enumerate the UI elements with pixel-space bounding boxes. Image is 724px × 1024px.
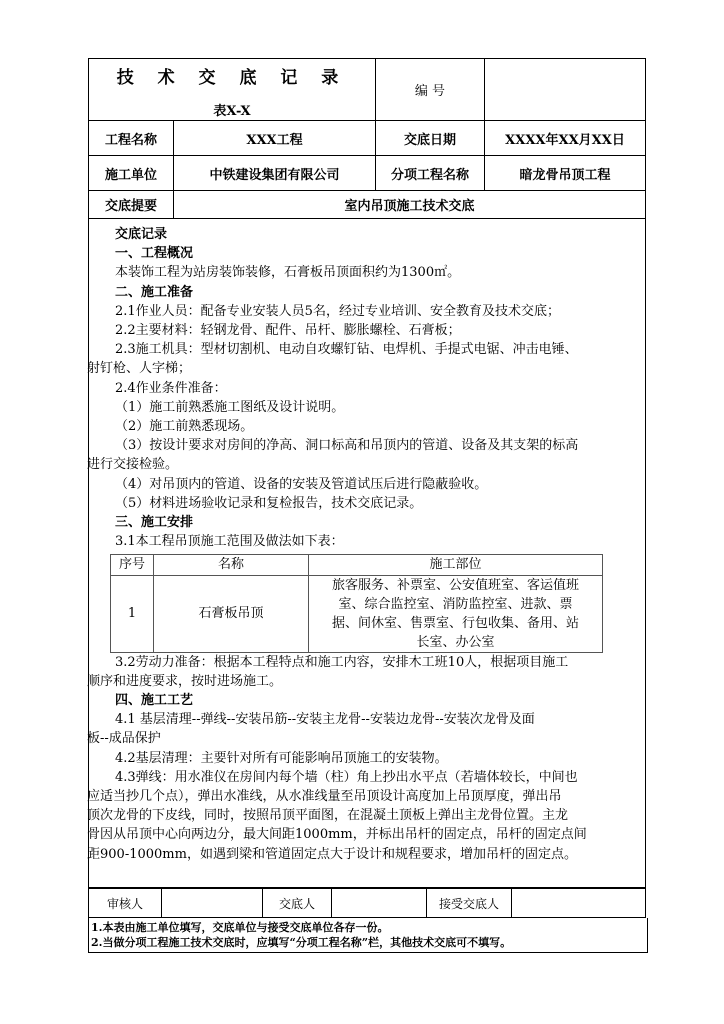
item-2-4-4: （4）对吊顶内的管道、设备的安装及管道试压后进行隐蔽验收。 xyxy=(115,476,488,492)
section-3-title: 三、施工安排 xyxy=(115,515,194,531)
unit-value: 中铁建设集团有限公司 xyxy=(174,156,376,191)
item-4-3: 4.3弹线：用水准仪在房间内每个墙（柱）角上抄出水平点（若墙体较长，中间也 xyxy=(115,769,578,785)
item-2-4-1: （1）施工前熟悉施工图纸及设计说明。 xyxy=(115,399,345,415)
item-2-4-3: （3）按设计要求对房间的净高、洞口标高和吊顶内的管道、设备及其支架的标高 xyxy=(115,438,579,454)
title-cell xyxy=(89,59,376,121)
item-4-2: 4.2基层清理：主要针对所有可能影响吊顶施工的安装物。 xyxy=(115,750,448,766)
project-name-label: 工程名称 xyxy=(89,121,174,156)
section-2-title: 二、施工准备 xyxy=(115,284,194,300)
note-2: 2.当做分项工程施工技术交底时，应填写“分项工程名称”栏，其他技术交底可不填写。 xyxy=(91,936,512,949)
item-3-1: 3.1本工程吊顶施工范围及做法如下表： xyxy=(115,534,344,550)
date-value: XXXX年XX月XX日 xyxy=(485,121,646,156)
record-content xyxy=(87,225,647,864)
item-2-4-2: （2）施工前熟悉现场。 xyxy=(115,419,254,435)
item-4-1-cont: 板--成品保护 xyxy=(87,731,161,747)
item-2-2: 2.2主要材料：轻钢龙骨、配件、吊杆、膨胀螺栓、石膏板； xyxy=(115,323,461,339)
item-4-1: 4.1 基层清理--弹线--安装吊筋--安装主龙骨--安装边龙骨--安装次龙骨及面 xyxy=(115,712,535,728)
discloser-label: 交底人 xyxy=(263,889,332,918)
table-header: 施工部位 xyxy=(309,555,603,575)
table-cell-location xyxy=(309,575,603,652)
receiver-signature[interactable] xyxy=(512,889,646,918)
number-value xyxy=(485,59,646,121)
notes xyxy=(88,918,648,953)
location-line: 据、间休室、售票室、行包收集、备用、站 xyxy=(331,615,579,631)
project-name-value: XXX工程 xyxy=(174,121,376,156)
location-line: 旅客服务、补票室、公安值班室、客运值班 xyxy=(331,577,579,593)
scope-table xyxy=(110,554,603,652)
item-4-3-cont: 顶次龙骨的下皮线，同时，按照吊顶平面图，在混凝土顶板上弹出主龙骨位置。主龙 xyxy=(87,808,569,824)
discloser-signature[interactable] xyxy=(332,889,427,918)
item-4-3-cont: 距900-1000mm，如遇到梁和管道固定点大于设计和规程要求，增加吊杆的固定点。 xyxy=(87,846,577,862)
item-2-3-cont: 射钉枪、人字梯； xyxy=(87,361,192,377)
item-4-3-cont: 骨因从吊顶中心向两边分，最大间距1000mm，并标出吊杆的固定点，吊杆的固定点间 xyxy=(87,827,587,843)
subproject-value: 暗龙骨吊顶工程 xyxy=(485,156,646,191)
section-1-text: 本装饰工程为站房装饰装修，石膏板吊顶面积约为1300㎡。 xyxy=(115,265,461,281)
summary-label: 交底提要 xyxy=(89,191,174,219)
location-line: 长室、办公室 xyxy=(416,634,495,650)
reviewer-label: 审核人 xyxy=(89,889,162,918)
form-number: 表X-X xyxy=(213,103,251,119)
section-4-title: 四、施工工艺 xyxy=(115,693,194,709)
note-1: 1.本表由施工单位填写，交底单位与接受交底单位各存一份。 xyxy=(91,921,389,934)
record-title: 交底记录 xyxy=(115,227,168,242)
header-table xyxy=(88,58,646,219)
signature-table xyxy=(88,888,646,918)
item-3-2-cont: 顺序和进度要求，按时进场施工。 xyxy=(87,673,283,689)
page-title: 技 术 交 底 记 录 xyxy=(116,67,348,88)
table-cell-name: 石膏板吊顶 xyxy=(154,575,309,652)
subproject-label: 分项工程名称 xyxy=(376,156,485,191)
item-4-3-cont: 应适当抄几个点），弹出水准线，从水准线量至吊顶设计高度加上吊顶厚度，弹出吊 xyxy=(87,789,562,805)
item-2-3: 2.3施工机具：型材切割机、电动自攻螺钉钻、电焊机、手提式电锯、冲击电锤、 xyxy=(115,342,578,358)
date-label: 交底日期 xyxy=(376,121,485,156)
table-header: 名称 xyxy=(154,555,309,575)
item-2-4-3-cont: 进行交接检验。 xyxy=(87,457,179,473)
summary-value: 室内吊顶施工技术交底 xyxy=(174,191,646,219)
number-label: 编 号 xyxy=(376,59,485,121)
item-2-4-5: （5）材料进场验收记录和复检报告，技术交底记录。 xyxy=(115,495,423,511)
location-line: 室、综合监控室、消防监控室、进款、票 xyxy=(338,596,573,612)
reviewer-signature[interactable] xyxy=(162,889,263,918)
record-body xyxy=(88,219,646,888)
item-2-1: 2.1作业人员：配备专业安装人员5名，经过专业培训、安全教育及技术交底； xyxy=(115,303,560,319)
receiver-label: 接受交底人 xyxy=(427,889,512,918)
table-cell-no: 1 xyxy=(111,575,154,652)
section-1-title: 一、工程概况 xyxy=(115,246,194,262)
unit-label: 施工单位 xyxy=(89,156,174,191)
disclosure-form xyxy=(88,58,648,953)
item-2-4: 2.4作业条件准备： xyxy=(115,380,227,396)
item-3-2: 3.2劳动力准备：根据本工程特点和施工内容，安排木工班10人，根据项目施工 xyxy=(115,654,569,670)
table-header: 序号 xyxy=(111,555,154,575)
